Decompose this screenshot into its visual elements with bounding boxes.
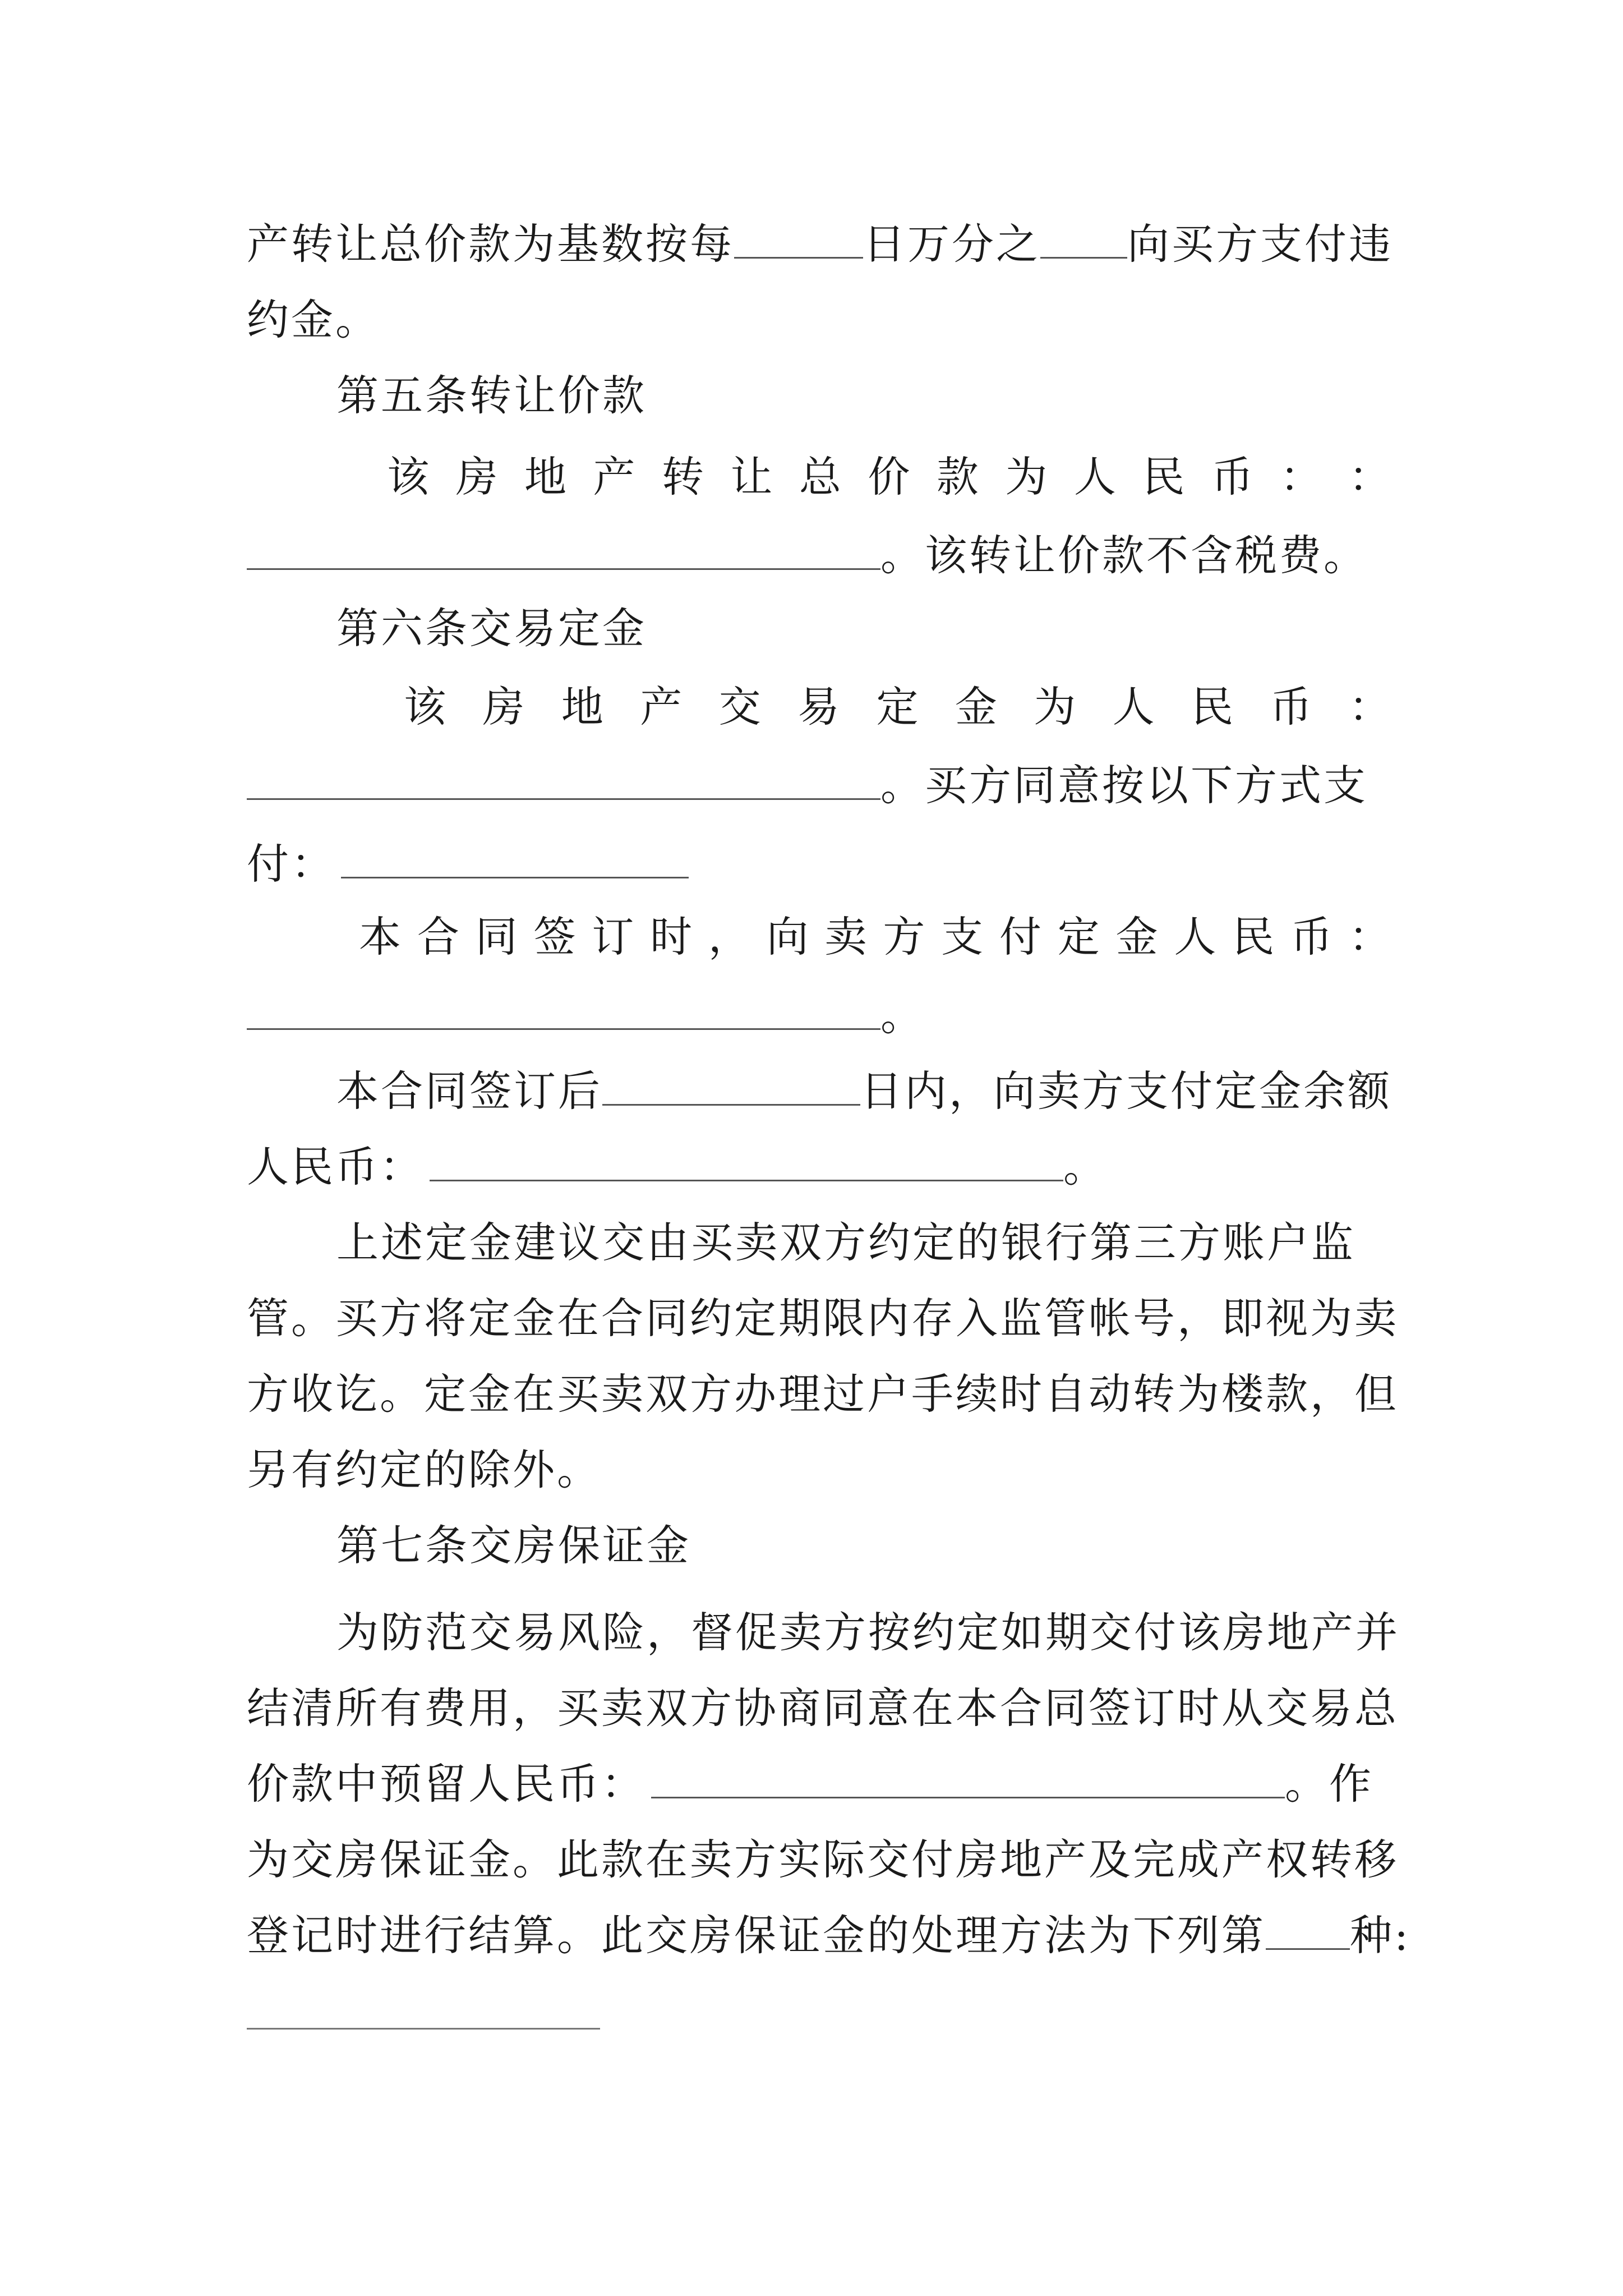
- text-segment: 。作: [1285, 1759, 1374, 1809]
- article-7-title: [336, 1517, 1391, 1573]
- char: 金: [1115, 912, 1158, 961]
- text-line: [336, 1214, 1391, 1271]
- text-segment: 。买方同意按以下方式支: [880, 761, 1368, 810]
- text-line: [247, 987, 1391, 1043]
- char: 总: [799, 452, 841, 501]
- char: 订: [592, 912, 634, 961]
- char: 产: [640, 682, 683, 731]
- text-line: [247, 757, 1391, 813]
- char: 民: [1232, 912, 1275, 961]
- text-line-spread: [387, 449, 1391, 505]
- char: 民: [1191, 682, 1234, 731]
- text-segment: 管。买方将定金在合同约定期限内存入监管帐号，即视为卖: [247, 1294, 1399, 1343]
- text-line: [247, 836, 1391, 892]
- text-segment: 日万分之: [863, 219, 1041, 269]
- text-line: [336, 1604, 1400, 1660]
- char: 民: [1142, 452, 1185, 501]
- char: ，: [708, 912, 750, 961]
- text-line: [247, 1139, 1391, 1195]
- footnote-separator: [247, 2028, 600, 2030]
- text-line: [247, 1290, 1399, 1346]
- char: 房: [455, 452, 498, 501]
- char: 地: [524, 452, 566, 501]
- char: 易: [797, 682, 840, 731]
- text-segment: 登记时进行结算。此交房保证金的处理方法为下列第: [247, 1911, 1266, 1960]
- char: ：: [1348, 912, 1391, 961]
- char: 该: [387, 452, 430, 501]
- text-segment: 本合同签订后: [336, 1066, 603, 1116]
- text-line: [247, 527, 1391, 583]
- text-line: [247, 1832, 1399, 1888]
- fill-blank[interactable]: [734, 223, 863, 259]
- char: 币: [1290, 912, 1333, 961]
- article-heading: 第五条转让价款: [336, 371, 647, 420]
- char: 为: [1034, 682, 1076, 731]
- char: 方: [883, 912, 925, 961]
- char: 支: [941, 912, 984, 961]
- char: 人: [1112, 682, 1155, 731]
- char: 让: [730, 452, 773, 501]
- char: 人: [1073, 452, 1116, 501]
- article-6-title: [336, 600, 1391, 656]
- text-segment: 约金。: [247, 295, 380, 344]
- text-segment: 上述定金建议交由买卖双方约定的银行第三方账户监: [336, 1218, 1356, 1267]
- text-segment: 向买方支付违: [1127, 219, 1394, 269]
- char: 向: [766, 912, 809, 961]
- char: ：: [1280, 452, 1322, 501]
- char: 币: [1270, 682, 1312, 731]
- char: 该: [404, 682, 446, 731]
- char: 交: [718, 682, 761, 731]
- text-line: [247, 1907, 1411, 1963]
- text-segment: 。该转让价款不含税费。: [880, 531, 1368, 580]
- text-line-spread: [404, 679, 1391, 735]
- char: 签: [533, 912, 576, 961]
- text-segment: 日内，向卖方支付定金余额: [860, 1066, 1393, 1116]
- fill-blank[interactable]: [430, 1146, 1063, 1181]
- text-line: [247, 216, 1394, 272]
- fill-blank[interactable]: [247, 535, 880, 570]
- fill-blank[interactable]: [341, 843, 689, 878]
- fill-blank[interactable]: [602, 1070, 860, 1106]
- text-line: [247, 1756, 1391, 1812]
- fill-blank[interactable]: [1040, 223, 1127, 259]
- text-segment: 产转让总价款为基数按每: [247, 219, 735, 269]
- char: 转: [661, 452, 704, 501]
- char: 定: [1057, 912, 1100, 961]
- char: 价: [868, 452, 910, 501]
- char: 人: [1174, 912, 1216, 961]
- text-line: [336, 1063, 1391, 1119]
- text-segment: 付：: [247, 839, 336, 889]
- text-line: [247, 1680, 1399, 1736]
- char: 金: [955, 682, 997, 731]
- text-segment: 种:: [1350, 1911, 1411, 1960]
- char: 房: [482, 682, 525, 731]
- fill-blank[interactable]: [247, 765, 880, 800]
- char: 合: [417, 912, 459, 961]
- text-line-spread: [359, 909, 1391, 965]
- fill-blank[interactable]: [651, 1763, 1285, 1798]
- char: 地: [561, 682, 603, 731]
- text-segment: 人民币：: [247, 1142, 425, 1191]
- text-segment: 为交房保证金。此款在卖方实际交付房地产及完成产权转移: [247, 1835, 1399, 1884]
- text-segment: 方收讫。定金在买卖双方办理过户手续时自动转为楼款，但: [247, 1369, 1399, 1419]
- char: 为: [1005, 452, 1048, 501]
- article-5-title: [336, 367, 1391, 424]
- char: 币: [1211, 452, 1253, 501]
- char: 同: [475, 912, 518, 961]
- char: ：: [1348, 452, 1391, 501]
- char: 产: [593, 452, 635, 501]
- text-segment: 。: [880, 991, 925, 1040]
- article-heading: 第六条交易定金: [336, 604, 647, 653]
- text-segment: 价款中预留人民币：: [247, 1759, 646, 1809]
- text-segment: 。: [1063, 1142, 1108, 1191]
- char: ：: [1348, 682, 1391, 731]
- text-segment: 结清所有费用，买卖双方协商同意在本合同签订时从交易总: [247, 1683, 1399, 1733]
- fill-blank[interactable]: [247, 995, 880, 1030]
- char: 卖: [824, 912, 867, 961]
- text-segment: 为防范交易风险，督促卖方按约定如期交付该房地产并: [336, 1608, 1400, 1657]
- fill-blank[interactable]: [1266, 1915, 1350, 1950]
- text-line: [247, 292, 1391, 348]
- article-heading: 第七条交房保证金: [336, 1521, 691, 1570]
- text-line: [247, 1442, 1391, 1498]
- char: 款: [936, 452, 979, 501]
- text-line: [247, 1366, 1399, 1422]
- char: 付: [999, 912, 1041, 961]
- text-segment: 另有约定的除外。: [247, 1445, 602, 1494]
- char: 本: [359, 912, 402, 961]
- char: 时: [650, 912, 693, 961]
- char: 定: [876, 682, 919, 731]
